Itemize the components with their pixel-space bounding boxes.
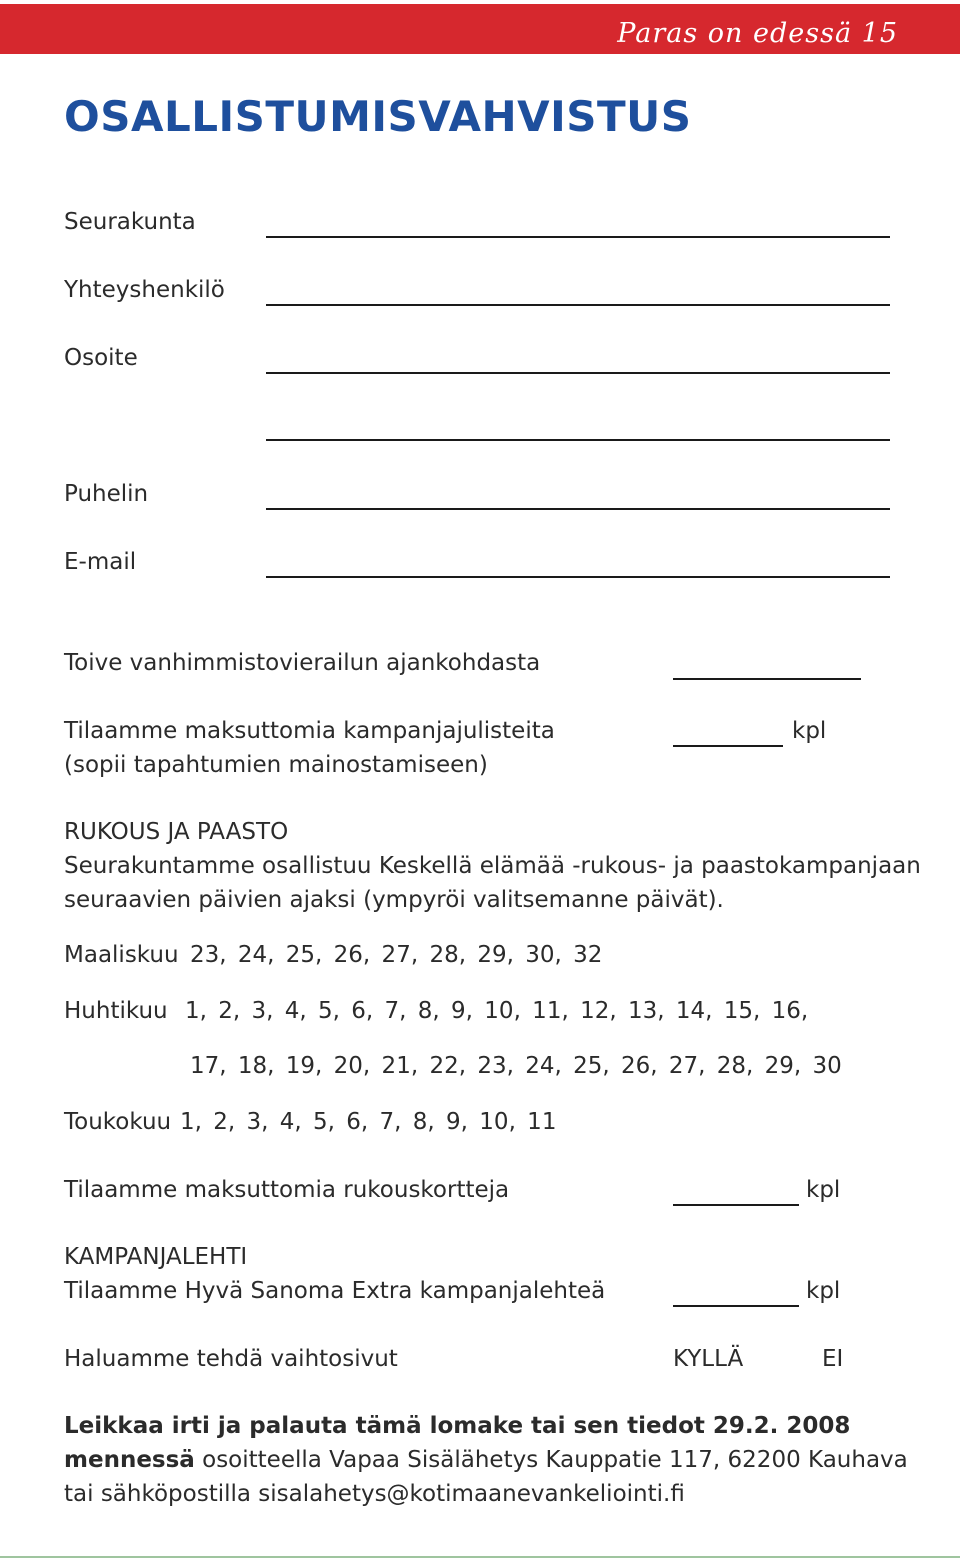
posters-count-line[interactable] [673,745,783,747]
field-line-yhteyshenkilo[interactable] [266,304,890,306]
posters-label: Tilaamme maksuttomia kampanjajulisteita [64,718,555,744]
exchange-no-option[interactable]: EI [822,1346,844,1372]
field-line-osoite[interactable] [266,372,890,374]
field-line-seurakunta[interactable] [266,236,890,238]
return-instructions-1: Leikkaa irti ja palauta tämä lomake tai sen tiedot 29.2. 2008 [64,1413,851,1439]
magazine-label: Tilaamme Hyvä Sanoma Extra kampanjalehteä [64,1278,606,1304]
return-instructions-2 [64,1447,908,1473]
visit-wish-line[interactable] [673,678,861,680]
prayer-heading: RUKOUS JA PAASTO [64,819,289,845]
prayer-text-1: Seurakuntamme osallistuu Keskellä elämää -rukous- ja paastokampanjaan [64,853,921,879]
field-label-puhelin: Puhelin [64,481,149,507]
may-days[interactable]: 1, 2, 3, 4, 5, 6, 7, 8, 9, 10, 11 [180,1109,557,1135]
april-days-2[interactable]: 17, 18, 19, 20, 21, 22, 23, 24, 25, 26, 27, 28, 29, 30 [190,1053,842,1079]
prayer-cards-unit: kpl [806,1177,841,1203]
visit-wish-label: Toive vanhimmistovierailun ajankohdasta [64,650,541,676]
exchange-yes-option[interactable]: KYLLÄ [673,1346,744,1372]
form-title: OSALLISTUMISVAHVISTUS [64,92,692,141]
header-bar [0,4,960,54]
magazine-heading: KAMPANJALEHTI [64,1244,248,1270]
deadline-word: mennessä [64,1447,195,1473]
return-email: tai sähköpostilla sisalahetys@kotimaanevankeliointi.fi [64,1481,685,1507]
posters-note: (sopii tapahtumien mainostamiseen) [64,752,488,778]
field-line-puhelin[interactable] [266,508,890,510]
field-label-seurakunta: Seurakunta [64,209,196,235]
posters-unit: kpl [792,718,827,744]
field-label-osoite: Osoite [64,345,138,371]
prayer-text-2: seuraavien päivien ajaksi (ympyröi valitsemanne päivät). [64,887,724,913]
bottom-rule [0,1556,960,1558]
may-label: Toukokuu [64,1109,172,1135]
field-line-osoite-2[interactable] [266,439,890,441]
field-line-email[interactable] [266,576,890,578]
return-address: osoitteella Vapaa Sisälähetys Kauppatie 117, 62200 Kauhava [194,1447,908,1473]
magazine-unit: kpl [806,1278,841,1304]
exchange-pages-label: Haluamme tehdä vaihtosivut [64,1346,398,1372]
march-label: Maaliskuu [64,942,179,968]
prayer-cards-label: Tilaamme maksuttomia rukouskortteja [64,1177,510,1203]
prayer-cards-count-line[interactable] [673,1204,799,1206]
april-days-1[interactable]: 1, 2, 3, 4, 5, 6, 7, 8, 9, 10, 11, 12, 13, 14, 15, 16, [185,998,809,1024]
field-label-yhteyshenkilo: Yhteyshenkilö [64,277,225,303]
page-label: Paras on edessä 15 [617,18,898,49]
march-days[interactable]: 23, 24, 25, 26, 27, 28, 29, 30, 32 [190,942,603,968]
field-label-email: E-mail [64,549,137,575]
april-label: Huhtikuu [64,998,168,1024]
magazine-count-line[interactable] [673,1305,799,1307]
